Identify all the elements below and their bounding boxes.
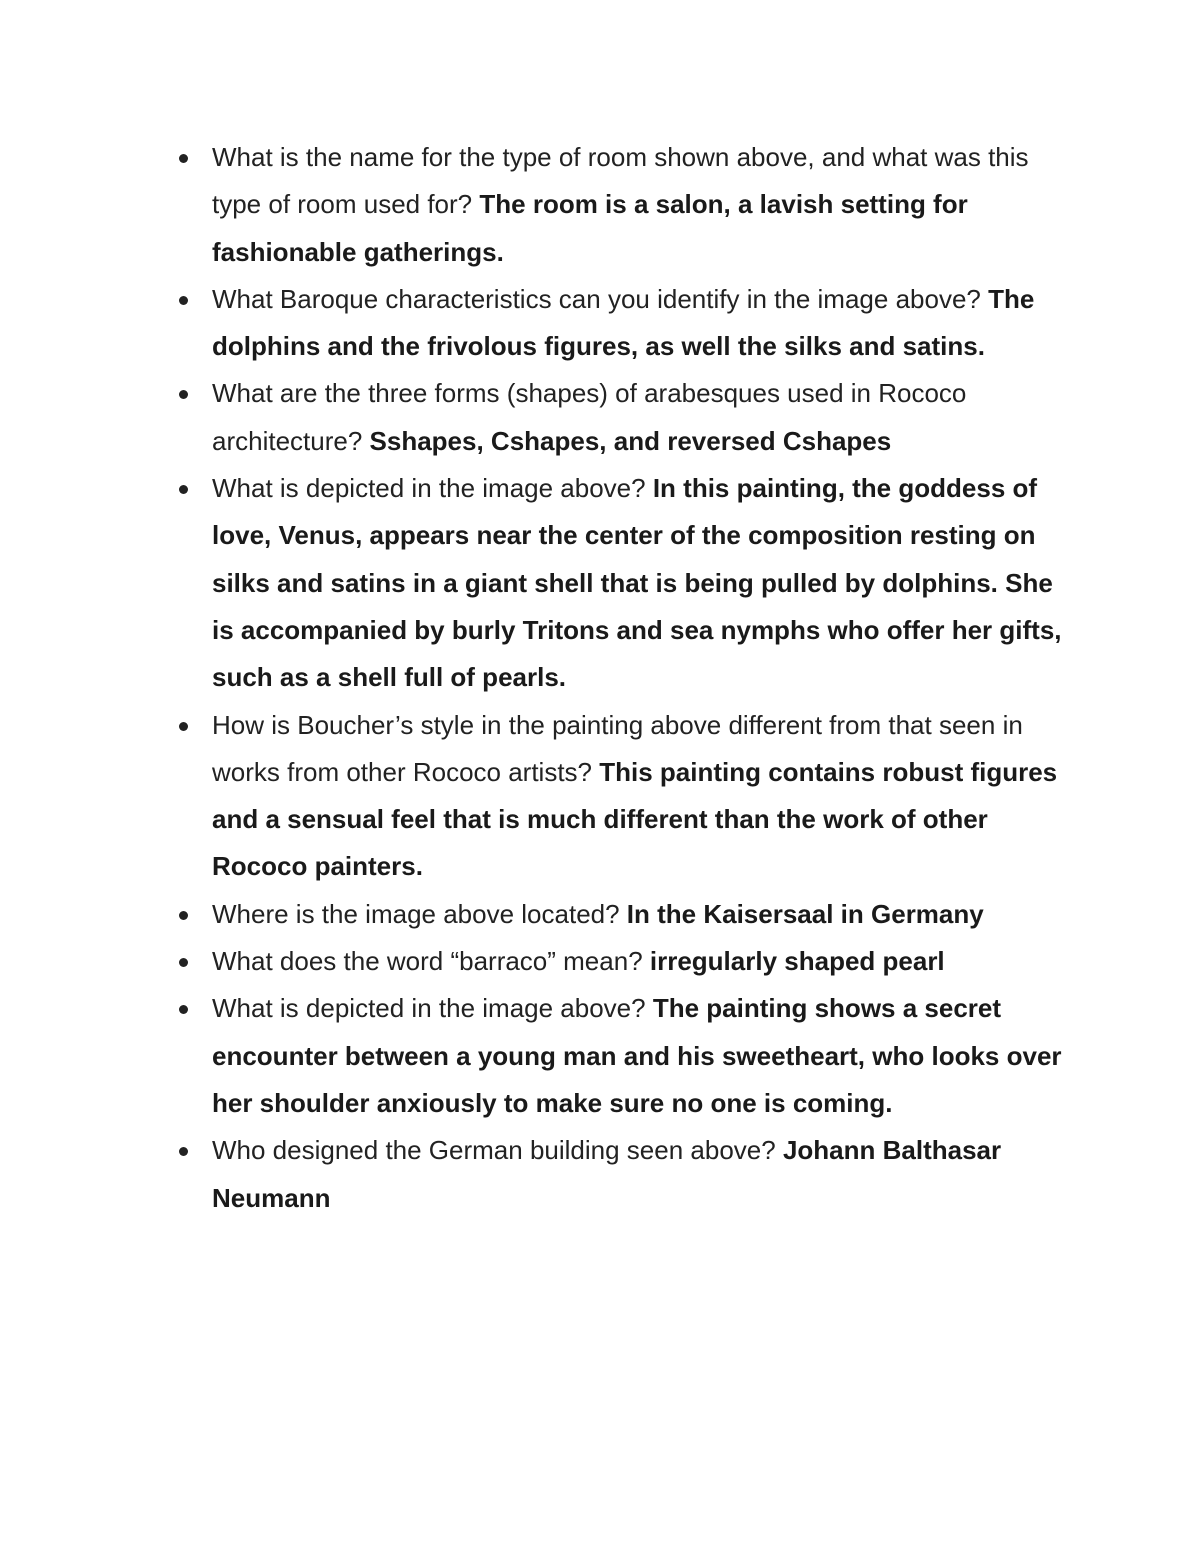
bullet-icon [179,722,188,731]
answer-text: Johann Balthasar Neumann [212,1135,1002,1213]
bullet-icon [179,911,188,920]
question-text: What Baroque characteristics can you identify in the image above? [212,283,989,314]
bullet-icon [179,485,188,494]
answer-text: The painting shows a secret encounter between a young man and his sweetheart, who looks over her shoulder anxiously to make sure no one is coming. [212,993,1062,1118]
list-item [212,702,1072,891]
list-item [212,370,1072,465]
bullet-icon [179,1005,188,1014]
answer-text: In the Kaisersaal in Germany [626,898,984,929]
answer-text: The room is a salon, a lavish setting for fashionable gatherings. [212,189,968,267]
list-item [212,134,1072,276]
question-text: What is depicted in the image above? [212,993,653,1024]
question-text: What is depicted in the image above? [212,473,653,504]
list-item [212,891,1072,938]
answer-text: The dolphins and the frivolous figures, as well the silks and satins. [212,283,1035,362]
question-text: What is the name for the type of room shown above, and what was this type of room used for? [212,142,1029,220]
question-text: What are the three forms (shapes) of arabesques used in Rococo architecture? [212,378,967,456]
answer-text: irregularly shaped pearl [649,946,945,977]
list-item [212,985,1072,1127]
question-text: What does the word “barraco” mean? [212,946,650,977]
bullet-icon [179,296,188,305]
bullet-icon [179,958,188,967]
bullet-icon [179,154,188,163]
answer-text: This painting contains robust figures and a sensual feel that is much different than the work of other Rococo painters. [212,756,1058,882]
question-text: How is Boucher’s style in the painting above different from that seen in works from other Rococo artists? [212,709,1023,787]
list-item [212,938,1072,985]
bullet-icon [179,1147,188,1156]
list-item [212,465,1072,701]
question-text: Who designed the German building seen above? [212,1135,783,1166]
bullet-icon [179,390,188,399]
question-text: Where is the image above located? [212,898,627,929]
list-item [212,276,1072,371]
question-list [212,134,1072,1222]
answer-text: In this painting, the goddess of love, Venus, appears near the center of the composition resting on silks and satins in a giant shell that is being pulled by dolphins. She is accompanied by burly Tritons and sea nymphs who offer her gifts, such as a shell full of pearls. [212,473,1062,693]
list-item [212,1127,1072,1222]
answer-text: Sshapes, Cshapes, and reversed Cshapes [369,425,892,456]
